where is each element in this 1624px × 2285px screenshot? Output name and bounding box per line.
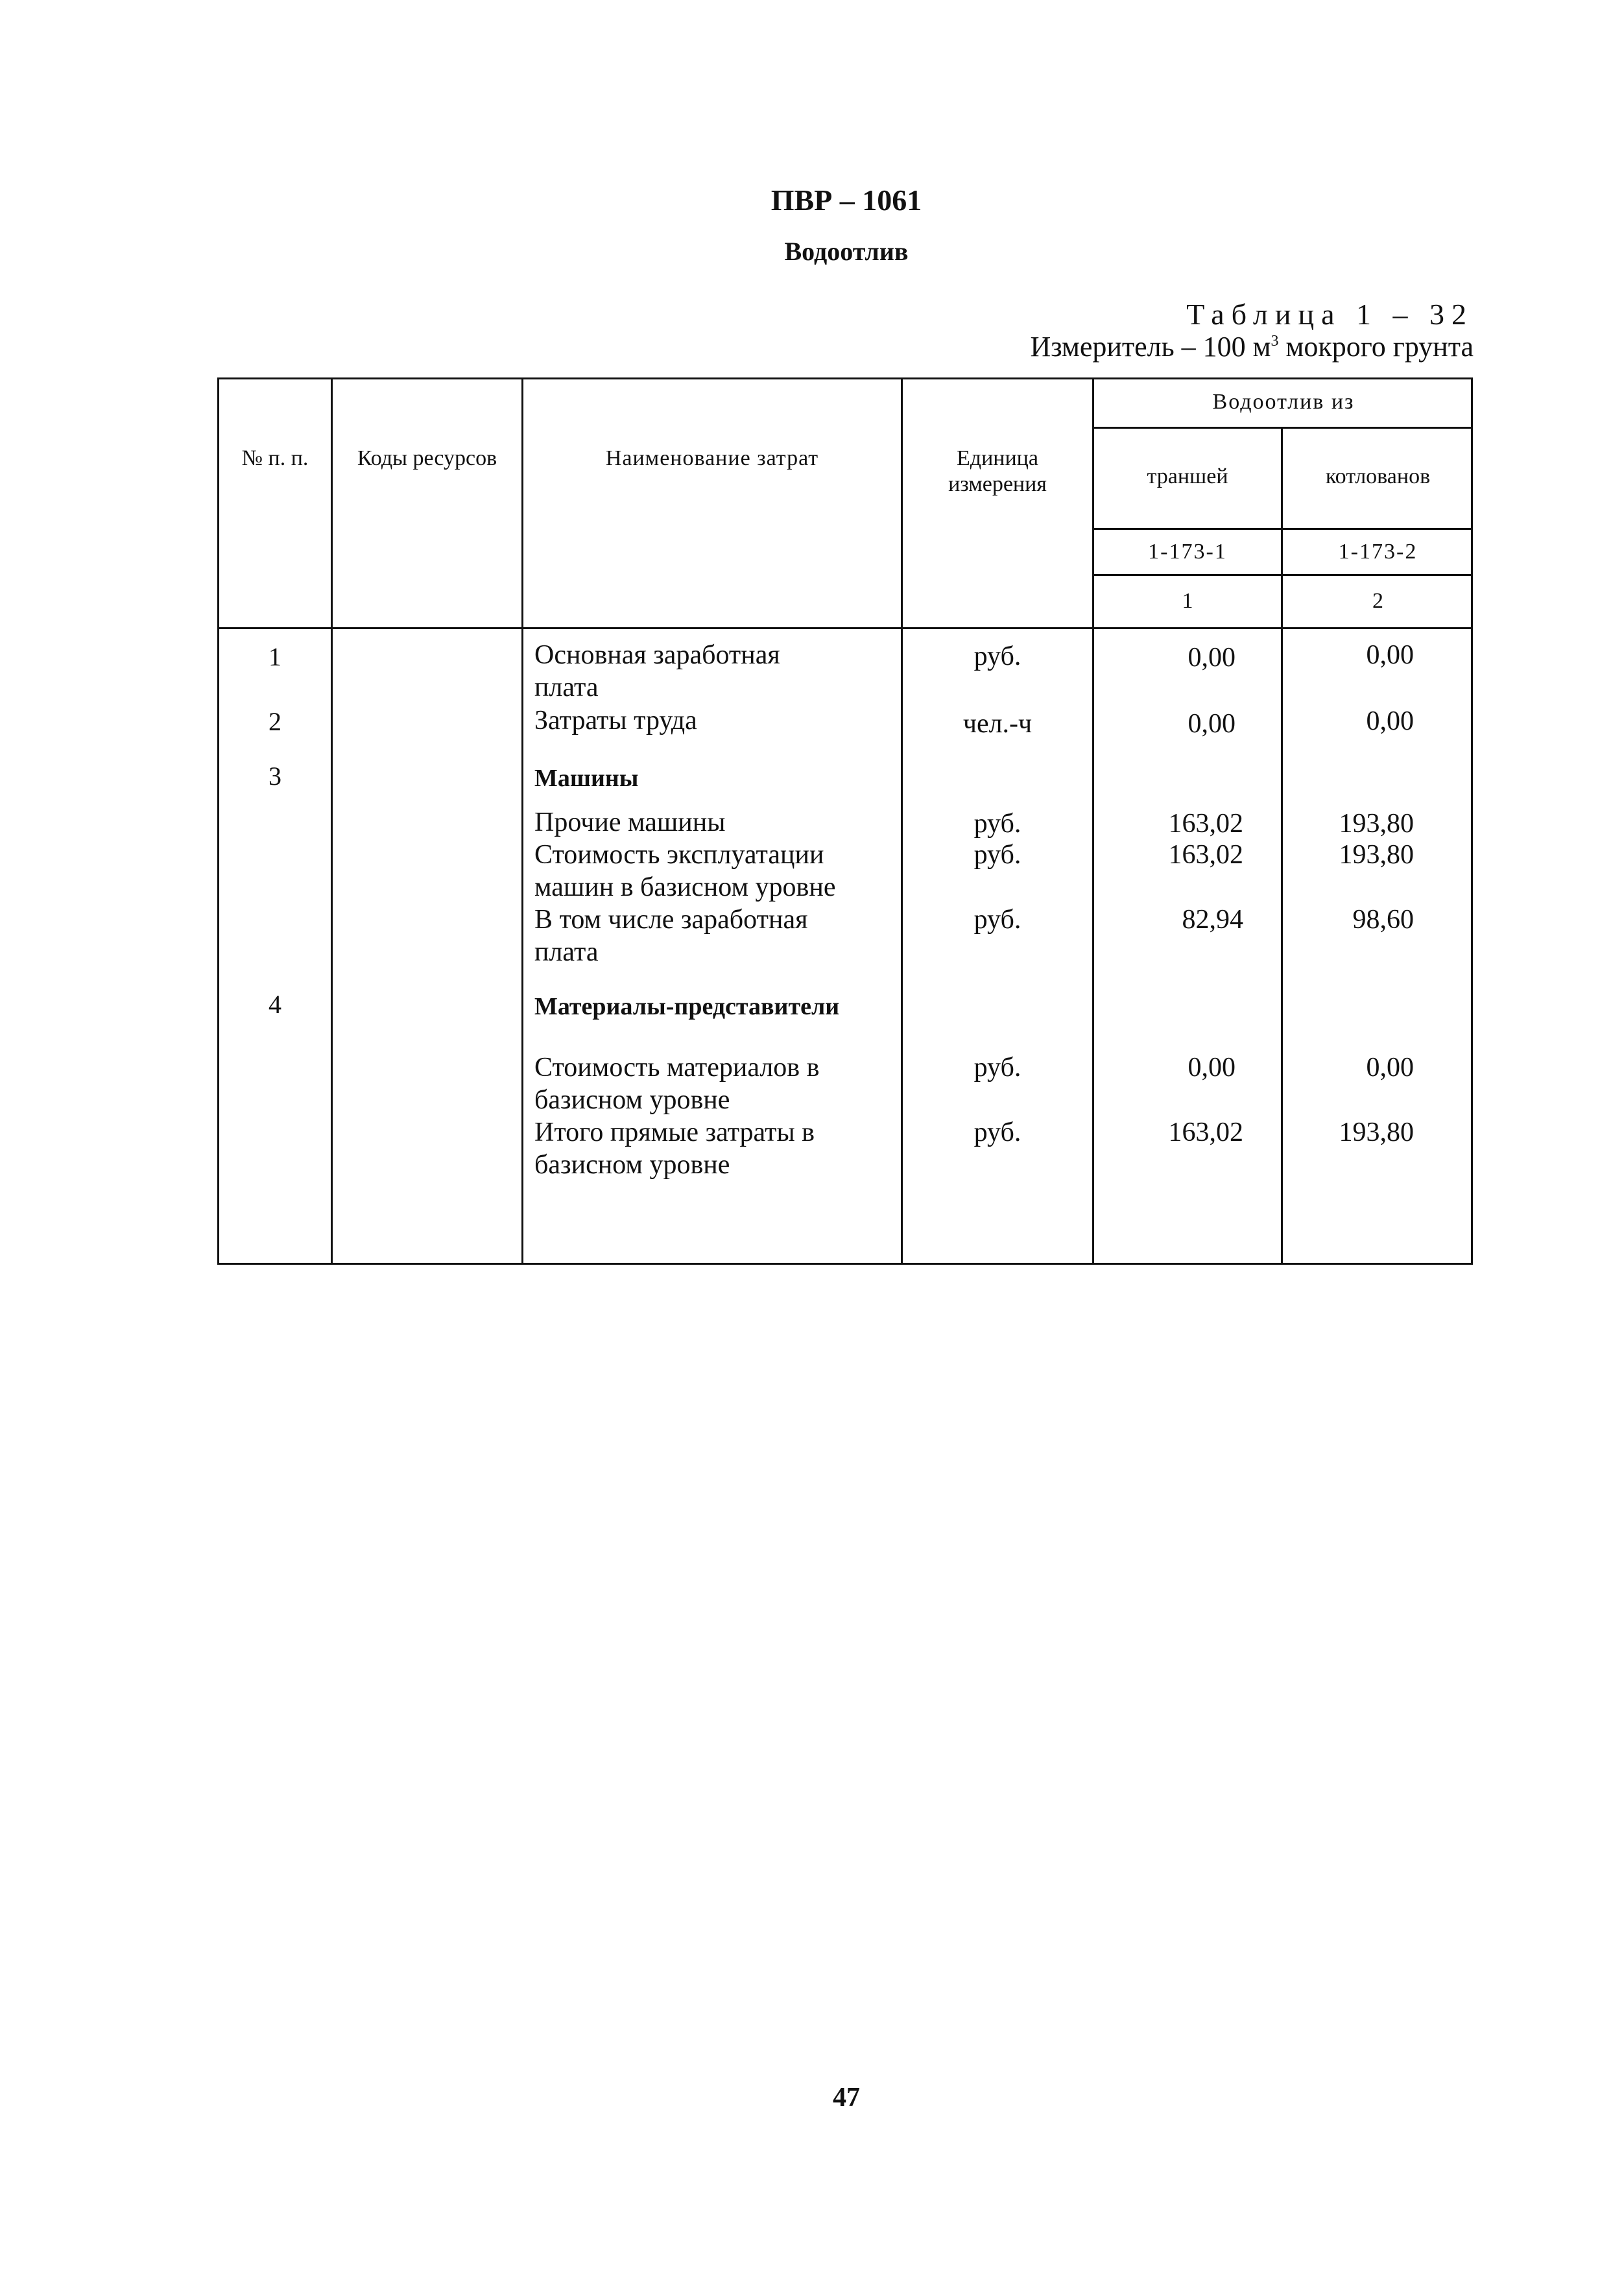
- header-col2: котлованов: [1325, 464, 1431, 488]
- row-no: 2: [269, 707, 281, 736]
- row-value-2: 0,00: [1366, 640, 1414, 670]
- row-no: 4: [269, 990, 281, 1019]
- row-value-2: 0,00: [1366, 706, 1414, 736]
- cost-table: [217, 377, 1473, 1265]
- row-name: Прочие машины: [534, 808, 726, 837]
- section-heading-materials: Материалы-представители: [534, 993, 840, 1020]
- row-divider-group: [1092, 427, 1473, 429]
- header-codes: Коды ресурсов: [357, 446, 497, 470]
- row-value-1: 82,94: [1182, 905, 1243, 935]
- header-code1: 1-173-1: [1148, 540, 1227, 564]
- page-number: 47: [833, 2083, 860, 2112]
- col-divider-name: [521, 379, 523, 1263]
- row-value-2: 193,80: [1339, 809, 1414, 839]
- header-num1: 1: [1182, 589, 1193, 613]
- row-unit: руб.: [973, 905, 1021, 935]
- row-name: В том числе заработная плата: [534, 905, 808, 967]
- row-value-1: 163,02: [1168, 1118, 1243, 1147]
- header-num2: 2: [1372, 589, 1383, 613]
- row-value-1: 0,00: [1188, 709, 1236, 739]
- row-unit: чел.-ч: [962, 709, 1033, 739]
- row-no: 3: [269, 761, 281, 791]
- row-unit: руб.: [973, 641, 1021, 671]
- section-heading-machines: Машины: [534, 765, 639, 792]
- row-no: 1: [269, 642, 281, 671]
- table-label: Таблица 1 – 32: [1186, 298, 1474, 331]
- row-unit: руб.: [973, 1053, 1021, 1083]
- row-value-1: 163,02: [1168, 840, 1243, 870]
- row-name: Итого прямые затраты в базисном уровне: [534, 1118, 815, 1180]
- row-value-2: 193,80: [1339, 840, 1414, 870]
- row-value-1: 0,00: [1188, 1053, 1236, 1083]
- row-unit: руб.: [973, 840, 1021, 870]
- row-name: Стоимость материалов в базисном уровне: [534, 1053, 820, 1115]
- header-unit-line2: измерения: [948, 472, 1047, 496]
- row-value-1: 163,02: [1168, 809, 1243, 839]
- row-value-2: 98,60: [1352, 905, 1414, 935]
- row-name: Стоимость эксплуатации машин в базисном уровне: [534, 840, 836, 902]
- header-code2: 1-173-2: [1338, 540, 1418, 564]
- header-bottom-line: [219, 627, 1473, 629]
- header-unit: [903, 446, 1092, 497]
- header-unit-line1: Единица: [957, 446, 1038, 470]
- row-unit: руб.: [973, 1118, 1021, 1147]
- document-code: ПВР – 1061: [770, 184, 922, 217]
- header-name: Наименование затрат: [605, 446, 819, 470]
- row-divider-codes: [1092, 574, 1473, 576]
- row-unit: руб.: [973, 809, 1021, 839]
- row-divider-cols: [1092, 528, 1473, 530]
- section-title: Водоотлив: [784, 237, 909, 266]
- row-value-2: 193,80: [1339, 1118, 1414, 1147]
- row-name: Основная заработная плата: [534, 640, 780, 702]
- meter-superscript: 3: [1271, 333, 1279, 350]
- meter-suffix: мокрого грунта: [1278, 331, 1474, 363]
- row-name: Затраты труда: [534, 706, 697, 736]
- header-no: № п. п.: [241, 446, 309, 470]
- col-divider-codes: [331, 379, 333, 1263]
- meter-prefix: Измеритель – 100 м: [1030, 331, 1271, 363]
- header-group: Водоотлив из: [1212, 390, 1355, 414]
- header-col1: траншей: [1147, 464, 1228, 488]
- row-value-2: 0,00: [1366, 1053, 1414, 1083]
- row-value-1: 0,00: [1188, 643, 1236, 673]
- measurement-unit: [1030, 330, 1474, 363]
